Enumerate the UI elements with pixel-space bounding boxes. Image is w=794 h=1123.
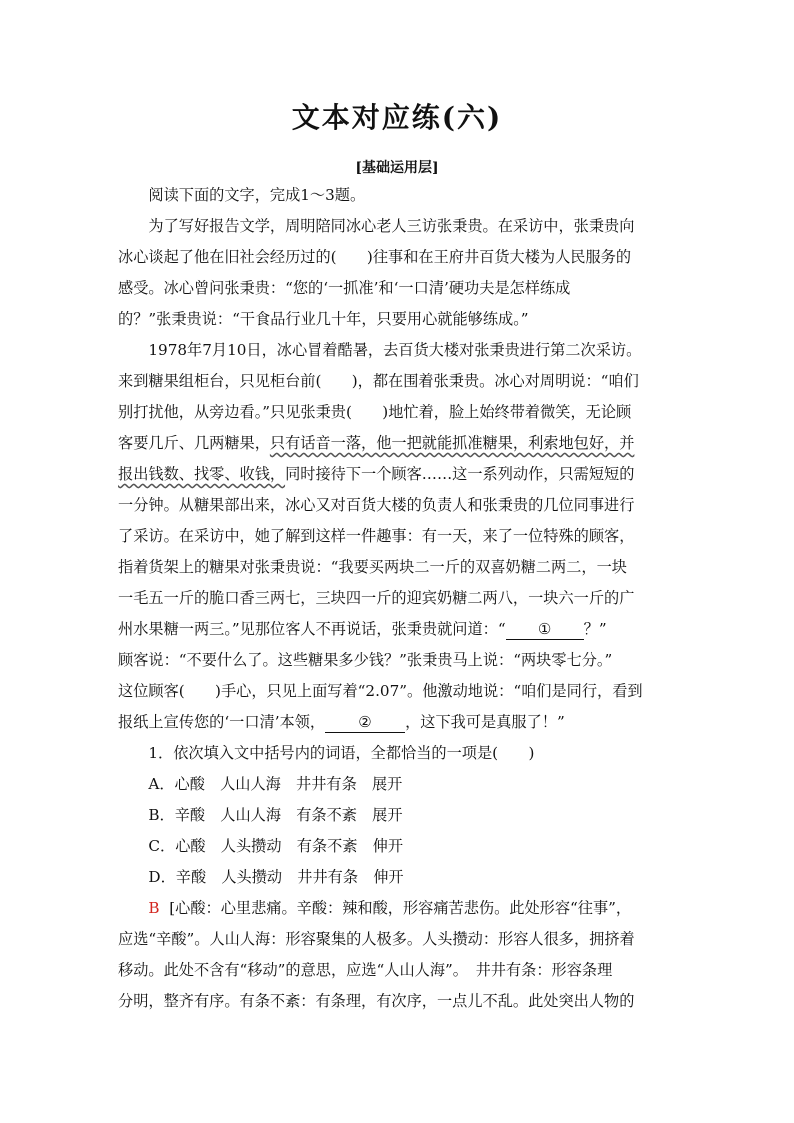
answer-explanation [118, 893, 678, 1017]
text-line: 一毛五一斤的脆口香三两七，三块四一斤的迎宾奶糖二两八，一块六一斤的广 [118, 589, 635, 607]
document-body [118, 180, 678, 1017]
answer-letter: B [148, 899, 160, 917]
option-a: A．心酸 人山人海 井井有条 展开 [148, 775, 403, 793]
text-line: 来到糖果组柜台，只见柜台前( )，都在围着张秉贵。冰心对周明说：“咱们 [118, 372, 639, 390]
text-line: 了采访。在采访中，她了解到这样一件趣事：有一天，来了一位特殊的顾客， [118, 527, 635, 545]
text-line: 移动。此处不含有“移动”的意思，应选“人山人海”。 井井有条：形容条理 [118, 961, 613, 979]
text-line: 别打扰他，从旁边看。”只见张秉贵( )地忙着，脸上始终带着微笑，无论顾 [118, 403, 632, 421]
text-span: 客要几斤、几两糖果， [118, 434, 270, 452]
text-line [118, 428, 678, 459]
text-line: 冰心谈起了他在旧社会经历过的( )往事和在王府井百货大楼为人民服务的 [118, 248, 632, 266]
text-span: ？” [583, 620, 607, 638]
text-span: ，这下我可是真服了！” [405, 713, 565, 731]
text-line: 为了写好报告文学，周明陪同冰心老人三访张秉贵。在采访中，张秉贵向 [148, 217, 635, 235]
text-line [118, 459, 678, 490]
text-line: 感受。冰心曾问张秉贵：“您的‘一抓准’和‘一口清’硬功夫是怎样练成 [118, 279, 571, 297]
section-heading: [基础运用层] [355, 160, 439, 176]
text-line: 指着货架上的糖果对张秉贵说：“我要买两块二一斤的双喜奶糖二两二，一块 [118, 558, 627, 576]
text-line: 1978年7月10日，冰心冒着酷暑，去百货大楼对张秉贵进行第二次采访。 [148, 341, 642, 359]
wavy-underlined-text: 报出钱数、找零、收钱， [118, 465, 286, 483]
text-span: 报纸上宣传您的‘一口清’本领， [118, 713, 326, 731]
text-span: 州水果糖一两三。”见那位客人不再说话，张秉贵就问道：“ [118, 620, 506, 638]
instruction: 阅读下面的文字，完成1～3题。 [148, 186, 366, 204]
text-line: 应选“辛酸”。人山人海：形容聚集的人极多。人头攒动：形容人很多，拥挤着 [118, 930, 635, 948]
page-title: 文本对应练(六) [291, 101, 503, 134]
text-line [118, 893, 678, 924]
option-c: C．心酸 人头攒动 有条不紊 伸开 [148, 837, 404, 855]
text-line [118, 614, 678, 645]
fill-blank-2: ② [325, 712, 405, 733]
question-1: 1．依次填入文中括号内的词语，全都恰当的一项是( ) [148, 744, 535, 762]
text-line: 的？”张秉贵说：“干食品行业几十年，只要用心就能够练成。” [118, 310, 529, 328]
option-b: B．辛酸 人山人海 有条不紊 展开 [148, 806, 403, 824]
paragraph-2 [118, 335, 678, 738]
text-line [118, 707, 678, 738]
text-span: [心酸：心里悲痛。辛酸：辣和酸，形容痛苦悲伤。此处形容“往事”， [169, 899, 632, 917]
text-line: 这位顾客( )手心，只见上面写着“2.07”。他激动地说：“咱们是同行，看到 [118, 682, 643, 700]
text-span: 同时接待下一个顾客……这一系列动作，只需短短的 [285, 465, 635, 483]
wavy-underlined-text: 只有话音一落，他一把就能抓准糖果，利索地包好，并 [269, 434, 635, 452]
paragraph-1 [118, 211, 678, 335]
text-line: 分明，整齐有序。有条不紊：有条理，有次序，一点儿不乱。此处突出人物的 [118, 992, 635, 1010]
option-d: D．辛酸 人头攒动 井井有条 伸开 [148, 868, 404, 886]
fill-blank-1: ① [506, 619, 584, 640]
text-line: 一分钟。从糖果部出来，冰心又对百货大楼的负责人和张秉贵的几位同事进行 [118, 496, 635, 514]
text-line: 顾客说：“不要什么了。这些糖果多少钱？”张秉贵马上说：“两块零七分。” [118, 651, 613, 669]
